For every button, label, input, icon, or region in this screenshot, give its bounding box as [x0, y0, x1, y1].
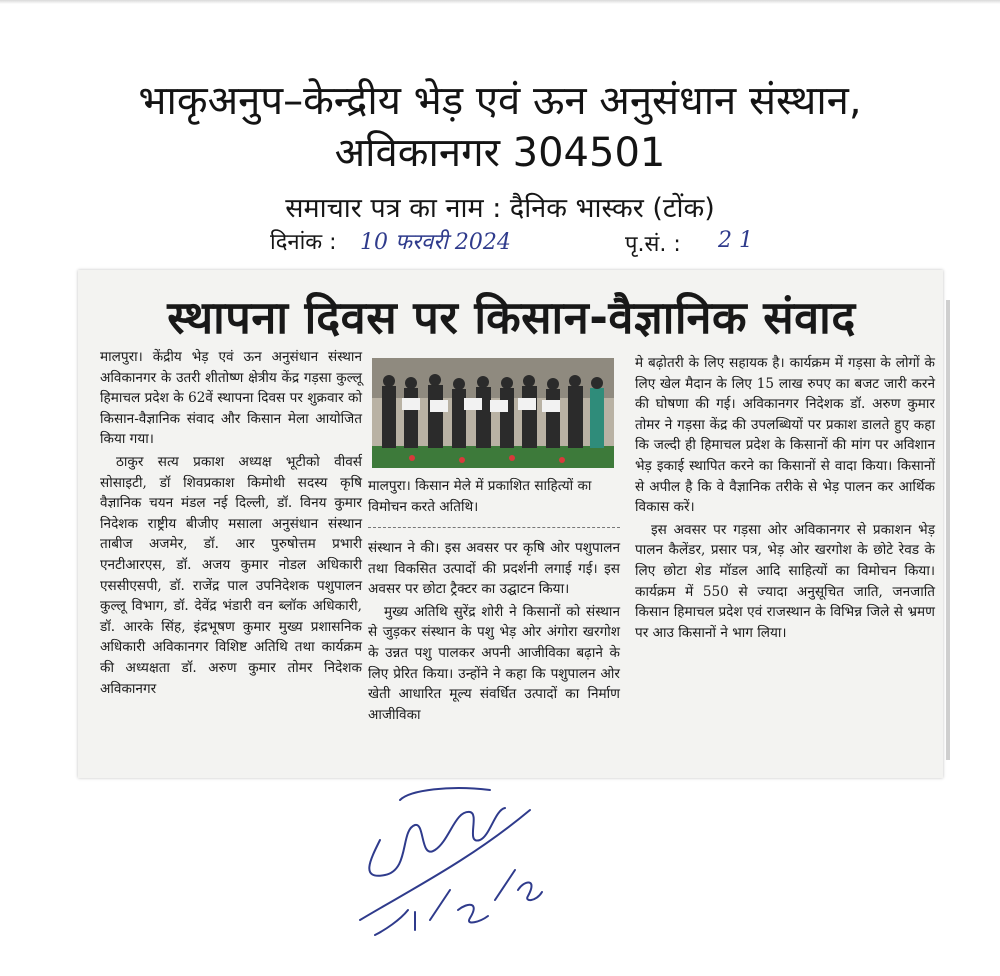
- date-handwritten: 10 फरवरी 2024: [360, 230, 511, 255]
- article-headline: स्थापना दिवस पर किसान-वैज्ञानिक संवाद: [167, 291, 856, 344]
- event-photo: [372, 358, 614, 468]
- col2-paragraph: मुख्य अतिथि सुरेंद्र शोरी ने किसानों को संस्थान से जुड़कर संस्थान के पशु भेड़ ओर अंगोरा खरगोश के उन्नत पशु पालकर अपनी आजीविका बढ़ाने के लिए प्रेरित किया। उन्होंने ने कहा कि पशुपालन ओर खेती आधारित मूल्य संवर्धित उत्पादों का निर्माण आजीविका: [368, 603, 620, 723]
- col3-paragraph: इस अवसर पर गड़सा ओर अविकानगर से प्रकाशन भेड़ पालन कैलेंडर, प्रसार पत्र, भेड़ ओर खरगोश के छोटे रेवड के लिए छोटा शेड मॉडल आदि साहित्यों का विमोचन किया। कार्यक्रम में 550 से ज्यादा अनुसूचित जाति, जनजाति किसान हिमाचल प्रदेश एवं राजस्थान के विभिन्न जिले से भ्रमण पर आउ किसानों ने भाग लिया।: [635, 521, 935, 641]
- page-number-label: पृ.सं. :: [625, 232, 681, 257]
- institute-name-line1: भाकृअनुप–केन्द्रीय भेड़ एवं ऊन अनुसंधान संस्थान,: [138, 78, 862, 124]
- newspaper-clipping: [78, 270, 943, 778]
- caption-divider: [368, 527, 620, 528]
- handwritten-signature: [340, 770, 550, 960]
- col1-paragraph: ठाकुर सत्य प्रकाश अध्यक्ष भूटीको वीवर्स सोसाइटी, डॉ शिवप्रकाश किमोथी सदस्य कृषि वैज्ञानिक चयन मंडल नई दिल्ली, डॉ. विनय कुमार निदेशक राष्ट्रीय बीजीए मसाला अनुसंधान संस्थान ताबीज अजमेर, डॉ. आर पुरुषोत्तम प्रभारी एनटीआरएस, डॉ. अजय कुमार नोडल अधिकारी एससीएसपी, डॉ. राजेंद्र पाल उपनिदेशक पशुपालन कुल्लू विभाग, डॉ. देवेंद्र भंडारी वन ब्लॉक अधिकारी, डॉ. आरके सिंह, इंद्रभूषण कुमार मुख्य प्रशासनिक अधिकारी अविकानगर विशिष्ट अतिथि तथा कार्यक्रम की अध्यक्षता डॉ. अरुण कुमार तोमर निदेशक अविकानगर: [100, 453, 362, 697]
- clipping-shadow-edge: [946, 300, 950, 760]
- date-label: दिनांक :: [270, 230, 337, 255]
- article-column-3: [635, 353, 935, 645]
- col2-paragraph: संस्थान ने की। इस अवसर पर कृषि ओर पशुपालन तथा विकसित उत्पादों की प्रदर्शनी लगाई गई। इस अवसर पर छोटा ट्रैक्टर का उद्घाटन किया।: [368, 540, 620, 598]
- newspaper-name: समाचार पत्र का नाम : दैनिक भास्कर (टोंक): [285, 193, 715, 224]
- event-photo-image: [372, 358, 614, 468]
- col1-paragraph: मालपुरा। केंद्रीय भेड़ एवं ऊन अनुसंधान संस्थान अविकानगर के उतरी शीतोष्ण क्षेत्रीय केंद्र गड़सा कुल्लू हिमाचल प्रदेश के 62वें स्थापना दिवस पर शुक्रवार को किसान-वैज्ञानिक संवाद और किसान मेला आयोजित किया गया।: [100, 349, 362, 448]
- institute-name-line2: अविकानगर 304501: [334, 130, 666, 176]
- photo-caption: मालपुरा। किसान मेले में प्रकाशित साहित्यों का विमोचन करते अतिथि।: [368, 478, 592, 515]
- scan-top-edge: [0, 0, 1000, 4]
- article-column-2: [368, 538, 620, 727]
- article-column-1: [100, 347, 362, 701]
- col3-paragraph: मे बढ़ोतरी के लिए सहायक है। कार्यक्रम में गड़सा के लोगों के लिए खेल मैदान के लिए 15 लाख रुपए का बजट जारी करने की घोषणा की गई। अविकानगर निदेशक डॉ. अरुण कुमार तोमर ने गड़सा केंद्र की उपलब्धियों पर प्रकाश डालते हुए कहा कि जल्दी ही हिमाचल प्रदेश के किसानों की मांग पर अविशान भेड़ इकाई स्थापित करने का किसानों से वादा किया। किसानों से अपील है कि वे वैज्ञानिक तरीके से भेड़ पालन कर आर्थिक विकास करें।: [635, 355, 935, 516]
- page-number-handwritten: 2 1: [718, 228, 753, 253]
